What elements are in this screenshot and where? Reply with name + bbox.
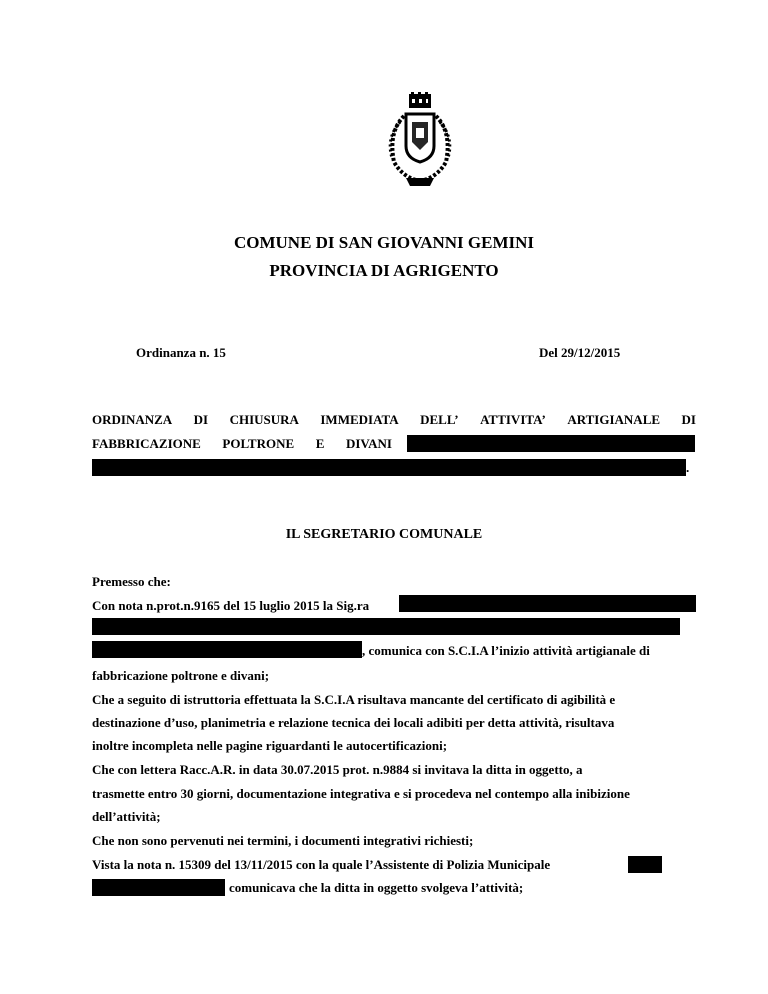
redaction-bar — [92, 459, 686, 476]
ordinance-title-line-1 — [92, 412, 696, 428]
body-line: destinazione d’uso, planimetria e relazione tecnica dei locali adibiti per detta attività, risultava — [92, 715, 615, 730]
title-word: CHIUSURA — [229, 412, 299, 427]
title-word: ARTIGIANALE — [567, 412, 661, 427]
section-heading: IL SEGRETARIO COMUNALE — [285, 527, 483, 542]
body-line: trasmette entro 30 giorni, documentazione integrativa e si procedeva nel contempo alla inibizione — [92, 786, 630, 801]
title-word: DI — [681, 412, 696, 427]
title-word: DELL’ — [420, 412, 459, 427]
title-word: POLTRONE — [222, 436, 295, 451]
title-word: FABBRICAZIONE — [92, 436, 201, 451]
province-name: PROVINCIA DI AGRIGENTO — [269, 261, 499, 280]
body-line: Che non sono pervenuti nei termini, i documenti integrativi richiesti; — [92, 833, 474, 848]
title-word: ORDINANZA — [92, 412, 173, 427]
title-word: E — [315, 436, 325, 451]
redaction-bar — [92, 879, 225, 896]
redaction-bar — [92, 618, 680, 635]
title-word: ATTIVITA’ — [480, 412, 546, 427]
title-word: DIVANI — [345, 436, 392, 451]
body-line: Con nota n.prot.n.9165 del 15 luglio 2015 la Sig.ra — [92, 598, 370, 613]
body-line: Che con lettera Racc.A.R. in data 30.07.2015 prot. n.9884 si invitava la ditta in oggetto, a — [92, 762, 583, 777]
body-line: inoltre incompleta nelle pagine riguardanti le autocertificazioni; — [92, 738, 448, 753]
body-line: dell’attività; — [92, 809, 161, 824]
redaction-bar — [92, 641, 362, 658]
body-line: , comunica con S.C.I.A l’inizio attività artigianale di — [362, 643, 650, 658]
body-line: Vista la nota n. 15309 del 13/11/2015 con la quale l’Assistente di Polizia Municipale — [92, 857, 551, 872]
body-line: Che a seguito di istruttoria effettuata la S.C.I.A risultava mancante del certificato di agibilità e — [92, 692, 616, 707]
ordinance-date: Del 29/12/2015 — [539, 345, 621, 360]
redaction-bar — [407, 435, 695, 452]
redaction-bar — [628, 856, 662, 873]
body-line: fabbricazione poltrone e divani; — [92, 668, 270, 683]
title-word: DI — [193, 412, 209, 427]
premesso-label: Premesso che: — [92, 574, 171, 589]
title-end-period: . — [686, 460, 690, 475]
ordinance-title-line-2 — [92, 436, 392, 452]
title-word: IMMEDIATA — [320, 412, 399, 427]
body-line: comunicava che la ditta in oggetto svolgeva l’attività; — [229, 880, 524, 895]
ordinance-number: Ordinanza n. 15 — [136, 345, 226, 360]
municipality-name: COMUNE DI SAN GIOVANNI GEMINI — [233, 233, 535, 252]
municipal-crest-emblem — [382, 92, 458, 190]
redaction-bar — [399, 595, 696, 612]
